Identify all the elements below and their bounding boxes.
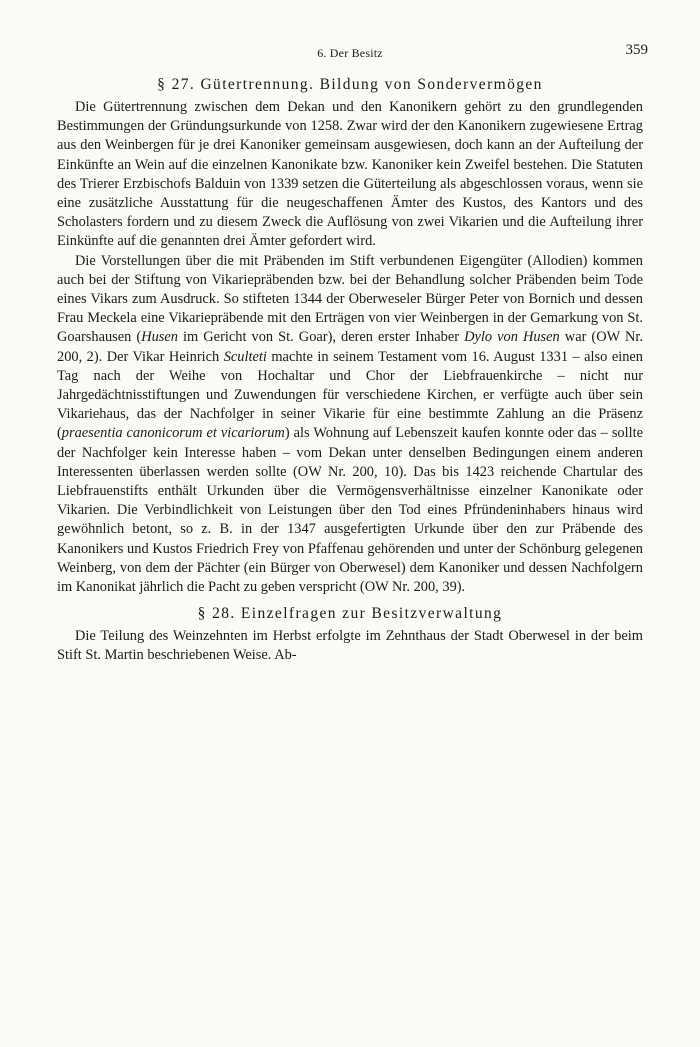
page-number: 359 [625,42,648,58]
text-run: machte in seinem Testament vom 16. August 1331 – also einen Tag nach der Weihe von Hochaltar und Chor der Liebfrauenkirche – nicht nur Jahrgedächtnisstiftungen und Zuwendungen für verschiedene Kirchen, er verfügte auch über sein Vikariehaus, das der Nachfolger in seiner Vikarie für eine bestimmte Zahlung an die Präsenz ( [57,348,643,442]
paragraph: Die Teilung des Weinzehnten im Herbst erfolgte im Zehnthaus der Stadt Oberwesel in der beim Stift St. Martin beschriebenen Weise. Ab- [57,628,643,664]
text-run: ) als Wohnung auf Lebenszeit kaufen konnte oder das – sollte der Nachfolger kein Interesse haben – vom Dekan unter denselben Bedingungen einem anderen Interessenten überlassen werden sollte (OW Nr. 200, 10). Das bis 1423 reichende Chartular des Liebfrauenstifts enthält Urkunden über die Vermögensverhältnisse einzelner Kanonikate oder Vikarien. Die Verbindlichkeit von Leistungen über den Tod eines Pfründeninhabers hinaus wird gewöhnlich betont, so z. B. in der 1347 ausgefertigten Urkunde über den zur Präbende des Kanonikers und Kustos Friedrich Frey von Pfaffenau gehörenden und unter der Schönburg gelegenen Weinberg, von dem der Pächter (ein Bürger von Oberwesel) dem Kanoniker und dessen Nachfolgern im Kanonikat jährlich die Pacht zu geben verspricht (OW Nr. 200, 39). [57,425,643,596]
section-heading-28: § 28. Einzelfragen zur Besitzverwaltung [197,605,503,623]
page-header [52,40,648,62]
italic-text: Sculteti [223,348,267,365]
text-run: im Gericht von St. Goar), deren erster Inhaber [177,329,465,346]
section-heading-27: § 27. Gütertrennung. Bildung von Sondervermögen [157,76,543,93]
text-run: Die Vorstellungen über die mit Präbenden im Stift verbundenen Eigengüter (Allodien) kommen auch bei der Stiftung von Vikariepräbenden bzw. bei der Behandlung solcher Präbenden beim Tode eines Vikars zum Ausdruck. So stifteten 1344 der Oberweseler Bürger Peter von Bornich und dessen Frau Meckela eine Vikariepräbende mit den Erträgen von vier Weinbergen in der Gemarkung von St. Goarshausen ( [57,252,643,346]
paragraph: Die Gütertrennung zwischen dem Dekan und den Kanonikern gehört zu den grundlegenden Bestimmungen der Gründungsurkunde von 1258. Zwar wird der den Kanonikern zugewiesene Ertrag aus den Weinbergen für je drei Kanoniker gemeinsam ausgewiesen, doch kann an der Aufteilung der Einkünfte an Wein auf die einzelnen Kanonikate bzw. Kanoniker kein Zweifel bestehen. Die Statuten des Trierer Erzbischofs Balduin von 1339 setzen die Güterteilung als abgeschlossen voraus, wenn sie eine zusätzliche Ausstattung für die neugeschaffenen Ämter des Kustos, des Kantors und des Scholasters fordern und zu diesem Zweck die Auflösung von zwei Vikarien und die Aufteilung ihrer Einkünfte auf die genannten drei Ämter gefordert wird. [57,99,643,250]
running-head: 6. Der Besitz [317,46,383,60]
italic-text: Dylo von Husen [464,329,560,346]
italic-text: Husen [141,329,178,346]
text-run: war (OW Nr. 200, 2). Der Vikar Heinrich [57,329,643,365]
italic-text: praesentia canonicorum et vicariorum [61,425,285,442]
paragraph [57,252,643,598]
page-body [57,72,643,666]
